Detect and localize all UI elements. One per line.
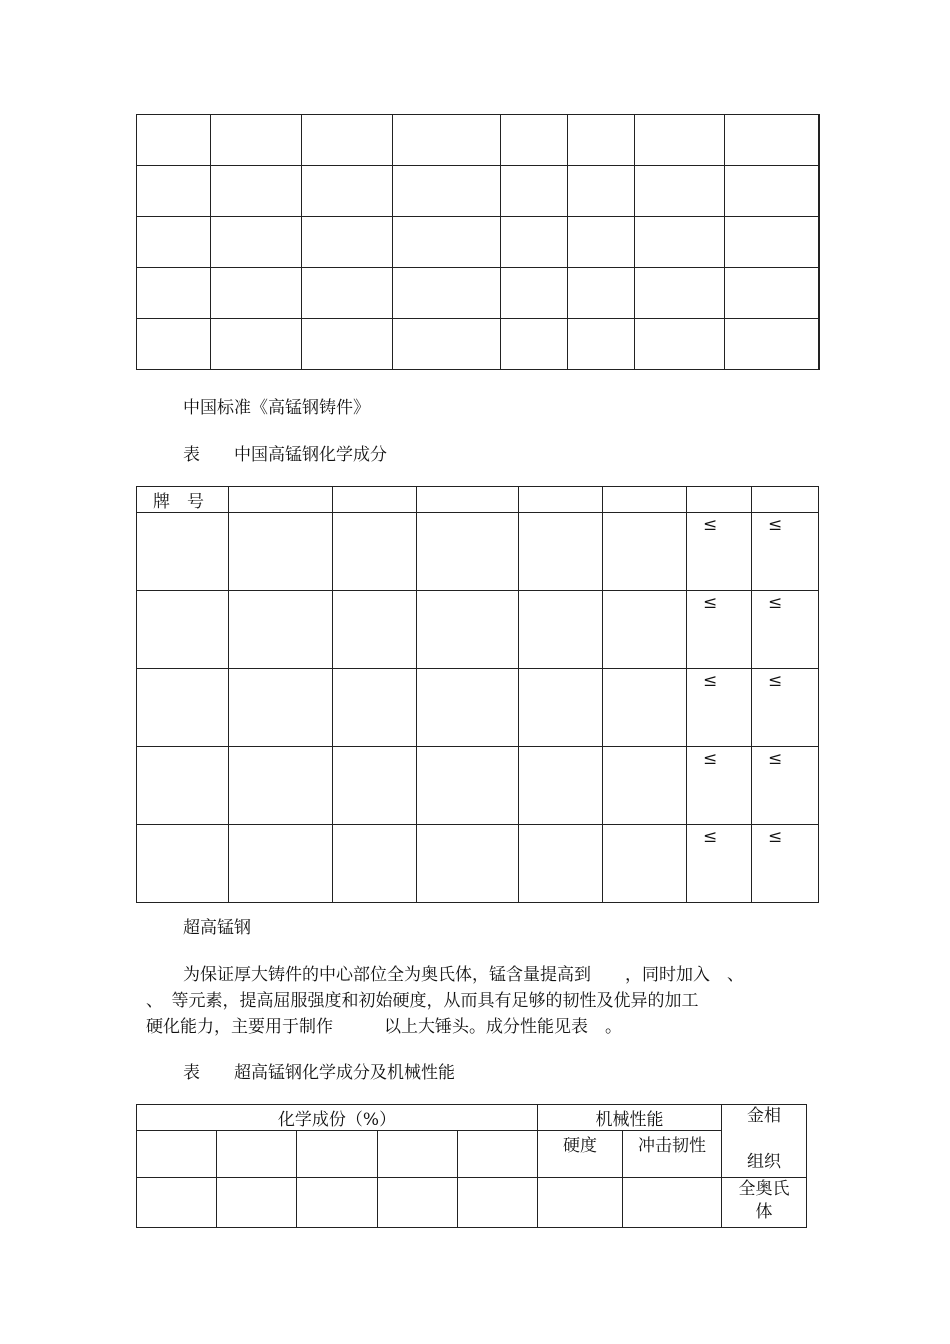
table-row	[137, 669, 819, 747]
le-symbol: ≤	[752, 747, 819, 825]
le-symbol: ≤	[752, 513, 819, 591]
table-row	[137, 319, 819, 370]
section-title: 超高锰钢	[183, 918, 251, 938]
le-symbol: ≤	[752, 669, 819, 747]
table-row	[137, 591, 819, 669]
chem-header: 化学成份（%）	[137, 1105, 538, 1131]
empty-grid-table	[136, 114, 820, 370]
hardness-header: 硬度	[538, 1131, 623, 1178]
table-header-row	[137, 1105, 807, 1131]
structure-line-2: 体	[755, 1202, 773, 1222]
table-row	[137, 115, 819, 166]
metallography-bottom: 组织	[747, 1152, 782, 1172]
table3-caption: 表 超高锰钢化学成分及机械性能	[183, 1063, 455, 1083]
table-row	[137, 1178, 807, 1228]
mech-header: 机械性能	[538, 1105, 722, 1131]
table-header-row	[137, 487, 819, 513]
ultra-high-mn-table	[136, 1104, 807, 1228]
metallography-top: 金相	[747, 1106, 782, 1126]
standard-caption: 中国标准《高锰钢铸件》	[183, 398, 370, 418]
table-row	[137, 747, 819, 825]
paragraph-line-2: 、 等元素，提高屈服强度和初始硬度，从而具有足够的韧性及优异的加工	[146, 991, 699, 1011]
le-symbol: ≤	[687, 513, 752, 591]
impact-header: 冲击韧性	[623, 1131, 722, 1178]
table-row	[137, 166, 819, 217]
table-row	[137, 268, 819, 319]
table2-caption: 表 中国高锰钢化学成分	[183, 445, 387, 465]
metallography-header	[722, 1105, 807, 1178]
le-symbol: ≤	[687, 747, 752, 825]
table-row	[137, 217, 819, 268]
table-row	[137, 825, 819, 903]
table-subheader-row	[137, 1131, 807, 1178]
le-symbol: ≤	[687, 669, 752, 747]
structure-cell	[722, 1178, 807, 1228]
structure-line-1: 全奥氏	[738, 1179, 790, 1199]
grade-header: 牌 号	[137, 487, 229, 513]
paragraph-line-3: 硬化能力，主要用于制作 以上大锤头。成分性能见表 。	[146, 1017, 622, 1037]
composition-table	[136, 486, 819, 903]
le-symbol: ≤	[752, 591, 819, 669]
le-symbol: ≤	[687, 825, 752, 903]
paragraph-line-1: 为保证厚大铸件的中心部位全为奥氏体，锰含量提高到 ，同时加入 、	[183, 965, 744, 985]
le-symbol: ≤	[752, 825, 819, 903]
le-symbol: ≤	[687, 591, 752, 669]
table-row	[137, 513, 819, 591]
